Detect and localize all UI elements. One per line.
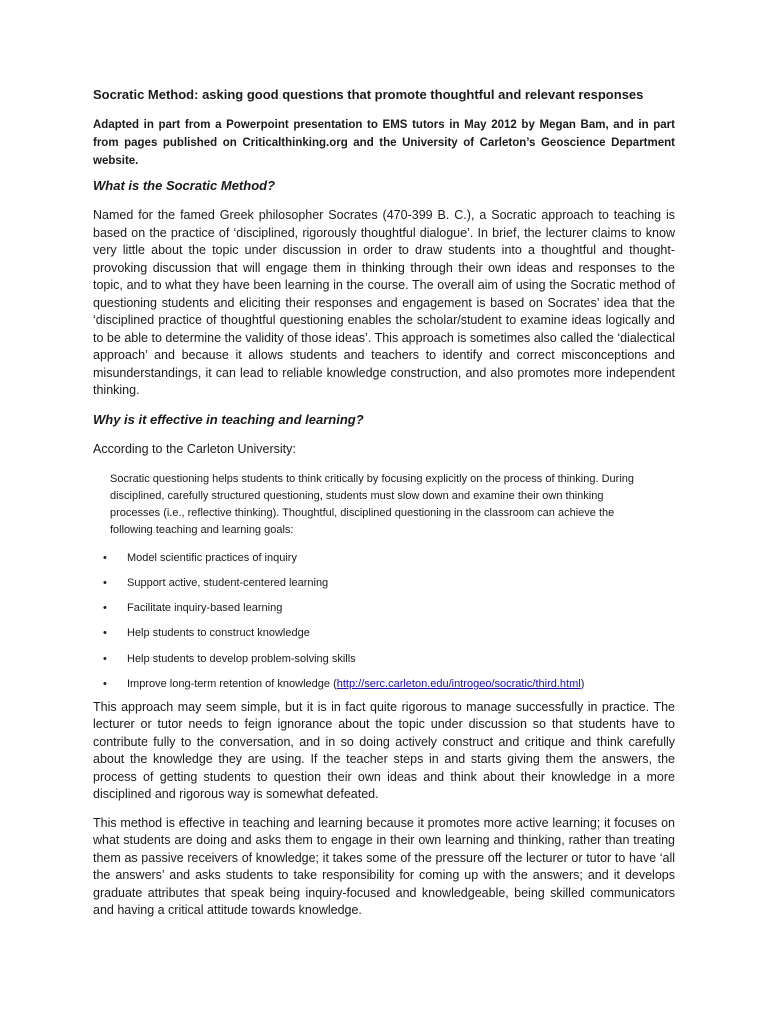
bullet-icon: • <box>103 602 107 615</box>
list-item <box>93 574 675 599</box>
link-close-paren: ) <box>580 677 585 690</box>
goal-text: Improve long-term retention of knowledge <box>127 677 330 690</box>
paragraph-rigor: This approach may seem simple, but it is in fact quite rigorous to manage successfully in practice. The lecturer or tutor needs to feign ignorance about the topic under discussion so that students have to contribute fully to the conversation, and in so doing actively construct and critique and think carefully about the knowledge they are using. If the teacher steps in and starts giving them the answers, the process of getting students to question their own ideas and think about their knowledge in a more disciplined and rigorous way is somewhat defeated. <box>93 699 675 802</box>
link-open-paren: ( <box>333 677 337 690</box>
goals-list <box>93 549 675 695</box>
goal-text: Support active, student-centered learning <box>127 576 329 589</box>
bullet-icon: • <box>103 551 107 564</box>
carleton-link[interactable]: http://serc.carleton.edu/introgeo/socratic/third.html <box>336 677 581 690</box>
document-title: Socratic Method: asking good questions that promote thoughtful and relevant responses <box>93 87 644 102</box>
bullet-icon: • <box>103 652 107 665</box>
heading-why-effective: Why is it effective in teaching and learning? <box>93 411 364 427</box>
bullet-icon: • <box>103 677 107 690</box>
list-item <box>93 624 675 649</box>
carleton-quote: Socratic questioning helps students to think critically by focusing explicitly on the process of thinking. During disciplined, carefully structured questioning, students must slow down and examine their own thinking processes (i.e., reflective thinking). Thoughtful, disciplined questioning in the classroom can achieve the following teaching and learning goals: <box>110 472 634 536</box>
document-page <box>93 86 675 931</box>
goal-text: Help students to construct knowledge <box>127 627 310 640</box>
list-item <box>93 675 675 695</box>
list-item <box>93 650 675 675</box>
paragraph-definition: Named for the famed Greek philosopher Socrates (470-399 B. C.), a Socratic approach to teaching is based on the practice of ‘disciplined, rigorously thoughtful dialogue’. In brief, the lecturer claims to know very little about the topic under discussion in order to draw students into a thoughtful and thought-provoking discussion that will engage them in thinking through their own ideas and responses to the topic, and to what they have been learning in the course. The overall aim of using the Socratic method of questioning students and eliciting their responses and engagement is based on Socrates’ idea that the ‘disciplined practice of thoughtful questioning enables the scholar/student to examine ideas logically and to be able to determine the validity of those ideas’. This approach is sometimes also called the ‘dialectical approach’ and because it allows students and teachers to identify and correct misconceptions and misunderstandings, it can lead to reliable knowledge construction, and also promotes more independent thinking. <box>93 208 675 397</box>
list-item <box>93 599 675 624</box>
heading-what-is: What is the Socratic Method? <box>93 178 276 193</box>
goal-text: Help students to develop problem-solving skills <box>127 652 356 665</box>
according-line: According to the Carleton University: <box>93 441 296 456</box>
attribution-note: Adapted in part from a Powerpoint presentation to EMS tutors in May 2012 by Megan Bam, and in part from pages published on Criticalthinking.org and the University of Carleton’s Geoscience Department website. <box>93 119 675 167</box>
goal-text: Facilitate inquiry-based learning <box>127 602 283 615</box>
list-item <box>93 549 675 574</box>
bullet-icon: • <box>103 576 107 589</box>
paragraph-effectiveness: This method is effective in teaching and learning because it promotes more active learning; it focuses on what students are doing and asks them to engage in their own learning and thinking, rather than treating them as passive receivers of knowledge; it takes some of the pressure off the lecturer or tutor to have ‘all the answers’ and asks students to take responsibility for coming up with the answers; and it develops graduate attributes that speak being inquiry-focused and knowledgeable, being skilled communicators and having a critical attitude towards knowledge. <box>93 815 675 918</box>
bullet-icon: • <box>103 627 107 640</box>
goal-text: Model scientific practices of inquiry <box>127 551 297 564</box>
